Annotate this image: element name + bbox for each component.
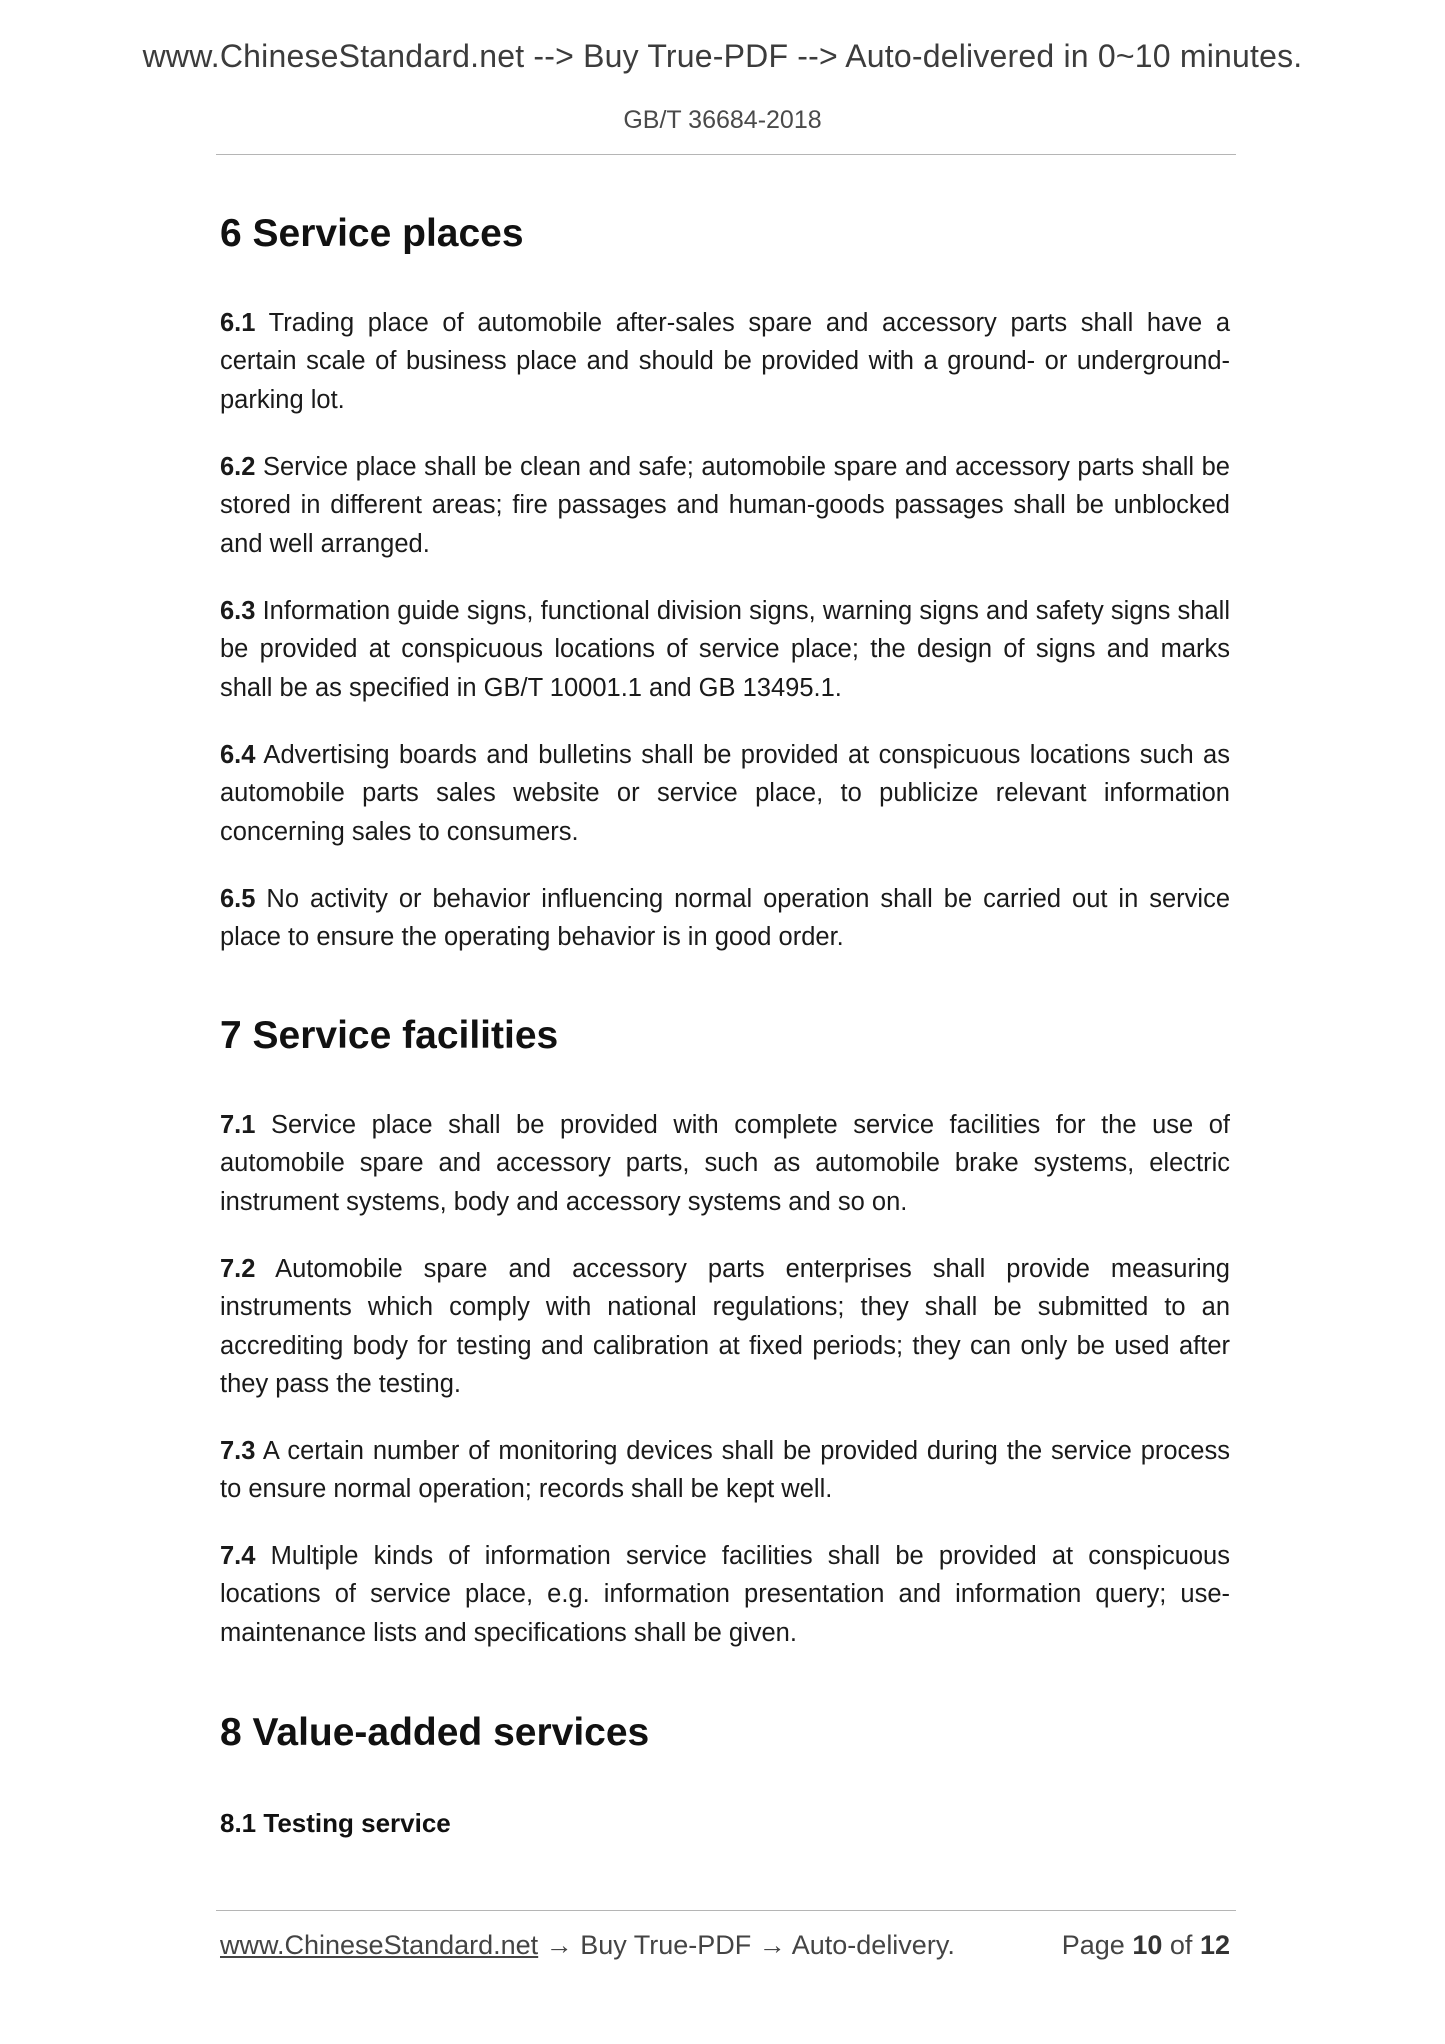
- clause-7-4: [220, 1537, 1230, 1652]
- clause-text: Automobile spare and accessory parts enterprises shall provide measuring instruments which comply with national regulations; they shall be submitted to an accrediting body for testing and calibration at fixed periods; they can only be used after they pass the testing.: [220, 1255, 1230, 1398]
- clause-text: Service place shall be clean and safe; automobile spare and accessory parts shall be stored in different areas; fire passages and human-goods passages shall be unblocked and well arranged.: [220, 453, 1230, 558]
- clause-text: Trading place of automobile after-sales spare and accessory parts shall have a certain scale of business place and should be provided with a ground- or underground-parking lot.: [220, 309, 1230, 414]
- clause-number: 7.2: [220, 1255, 256, 1283]
- clause-number: 6.1: [220, 309, 256, 337]
- current-page: 10: [1132, 1930, 1163, 1960]
- clause-text: No activity or behavior influencing normal operation shall be carried out in service place to ensure the operating behavior is in good order.: [220, 885, 1230, 952]
- top-banner: www.ChineseStandard.net --> Buy True-PDF --> Auto-delivered in 0~10 minutes.: [142, 38, 1303, 74]
- total-pages: 12: [1199, 1930, 1230, 1960]
- clause-7-2: [220, 1250, 1230, 1403]
- clause-7-3: [220, 1432, 1230, 1509]
- clause-number: 7.1: [220, 1111, 256, 1139]
- page-number: [1062, 1930, 1230, 1961]
- clause-number: 7.3: [220, 1437, 256, 1465]
- clause-text: Information guide signs, functional division signs, warning signs and safety signs shall be provided at conspicuous locations of service place; the design of signs and marks shall be as specified in GB/T 10001.1 and GB 13495.1.: [220, 597, 1230, 702]
- clause-number: 6.3: [220, 597, 256, 625]
- of-label: of: [1169, 1930, 1193, 1960]
- section-8-heading: 8 Value-added services: [220, 1711, 650, 1754]
- standard-code: GB/T 36684-2018: [623, 106, 822, 134]
- clause-text: Advertising boards and bulletins shall be provided at conspicuous locations such as automobile parts sales website or service place, to publicize relevant information concerning sales to consumers.: [220, 741, 1230, 846]
- clause-text: A certain number of monitoring devices shall be provided during the service process to ensure normal operation; records shall be kept well.: [220, 1437, 1230, 1504]
- section-7-heading: 7 Service facilities: [220, 1014, 559, 1057]
- clause-number: 6.4: [220, 741, 256, 769]
- clause-number: 6.2: [220, 453, 256, 481]
- clause-text: Service place shall be provided with complete service facilities for the use of automobile spare and accessory parts, such as automobile brake systems, electric instrument systems, body and accessory systems and so on.: [220, 1111, 1230, 1216]
- clause-6-2: [220, 448, 1230, 563]
- clause-6-5: [220, 880, 1230, 957]
- clause-6-4: [220, 736, 1230, 851]
- clause-text: Multiple kinds of information service facilities shall be provided at conspicuous locations of service place, e.g. information presentation and information query; use-maintenance lists and specifications shall be given.: [220, 1542, 1230, 1647]
- clause-number: 6.5: [220, 885, 256, 913]
- footer-promo: [220, 1930, 955, 1961]
- page-footer: [220, 1930, 1230, 1970]
- footer-divider: [216, 1910, 1236, 1911]
- clause-6-3: [220, 592, 1230, 707]
- subsection-8-1-heading: 8.1 Testing service: [220, 1808, 451, 1838]
- footer-site-link[interactable]: www.ChineseStandard.net: [220, 1930, 539, 1960]
- clause-6-1: [220, 304, 1230, 419]
- section-6-heading: 6 Service places: [220, 212, 524, 255]
- clause-7-1: [220, 1106, 1230, 1221]
- page-label: Page: [1061, 1930, 1125, 1960]
- footer-promo-text: → Buy True-PDF → Auto-delivery.: [538, 1930, 955, 1960]
- header-divider: [216, 154, 1236, 155]
- clause-number: 7.4: [220, 1542, 256, 1570]
